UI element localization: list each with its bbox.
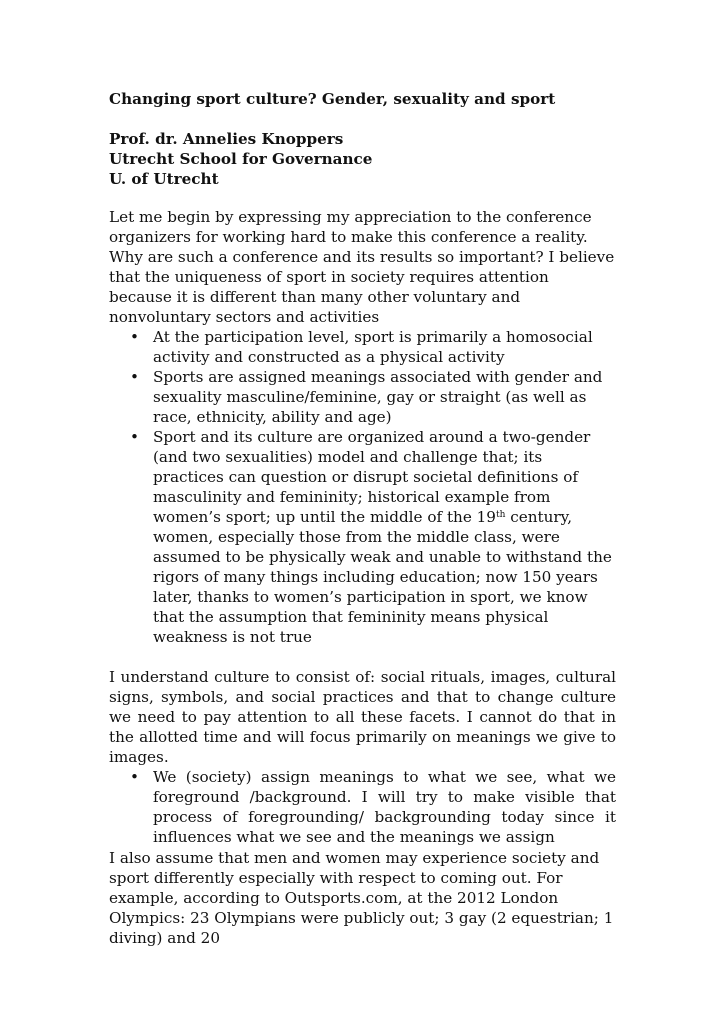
bullet-glyph: • <box>130 368 139 386</box>
bullet-text: Sports are assigned meanings associated with gender and sexuality masculine/feminine, gay or straight (as well as race, ethnicity, ability and age) <box>153 368 603 426</box>
intro-paragraph: Let me begin by expressing my appreciation to the conference organizers for working hard to make this conference a reality. Why are such a conference and its results so important? I believe that the uniqueness of sport in society requires attention because it is different than many other voluntary and nonvoluntary sectors and activities <box>109 208 615 326</box>
bullet-text-before: Sport and its culture are organized around a two-gender (and two sexualities) model and challenge that; its practices can question or disrupt societal definitions of masculinity and femininity; historical example from women’s sport; up until the middle of the 19 <box>153 428 591 526</box>
list-item <box>109 427 616 647</box>
bullet-text <box>153 428 612 646</box>
culture-paragraph: I understand culture to consist of: social rituals, images, cultural signs, symbols, and social practices and that to change culture we need to pay attention to all these facets. I cannot do that in the allotted time and will focus primarily on meanings we give to images. <box>109 668 616 766</box>
culture-bullet-list <box>109 767 616 847</box>
author-school: Utrecht School for Governance <box>109 150 373 168</box>
bullet-text: At the participation level, sport is primarily a homosocial activity and constructed as a physical activity <box>153 328 593 366</box>
list-item <box>109 767 616 847</box>
assumption-section <box>109 848 616 948</box>
document-title: Changing sport culture? Gender, sexuality and sport <box>109 90 556 108</box>
list-item <box>109 327 616 367</box>
list-item <box>109 367 616 427</box>
superscript-th: th <box>495 510 506 520</box>
intro-section <box>109 207 616 647</box>
bullet-text: We (society) assign meanings to what we see, what we foreground /background. I will try to make visible that process of foregrounding/ backgrounding today since it influences what we see and the meanings we assign <box>153 768 616 846</box>
bullet-text-after: century, women, especially those from the middle class, were assumed to be physically weak and unable to withstand the rigors of many things including education; now 150 years later, thanks to women’s participation in sport, we know that the assumption that femininity means physical weakness is not true <box>153 508 612 646</box>
bullet-glyph: • <box>130 768 139 786</box>
author-block <box>109 129 616 189</box>
assumption-paragraph: I also assume that men and women may experience society and sport differently especially with respect to coming out. For example, according to Outsports.com, at the 2012 London Olympics: 23 Olympians were publicly out; 3 gay (2 equestrian; 1 diving) and 20 <box>109 849 614 947</box>
intro-bullet-list <box>109 327 616 647</box>
author-name: Prof. dr. Annelies Knoppers <box>109 130 344 148</box>
bullet-glyph: • <box>130 328 139 346</box>
author-university: U. of Utrecht <box>109 170 219 188</box>
culture-section <box>109 667 616 847</box>
bullet-glyph: • <box>130 428 139 446</box>
